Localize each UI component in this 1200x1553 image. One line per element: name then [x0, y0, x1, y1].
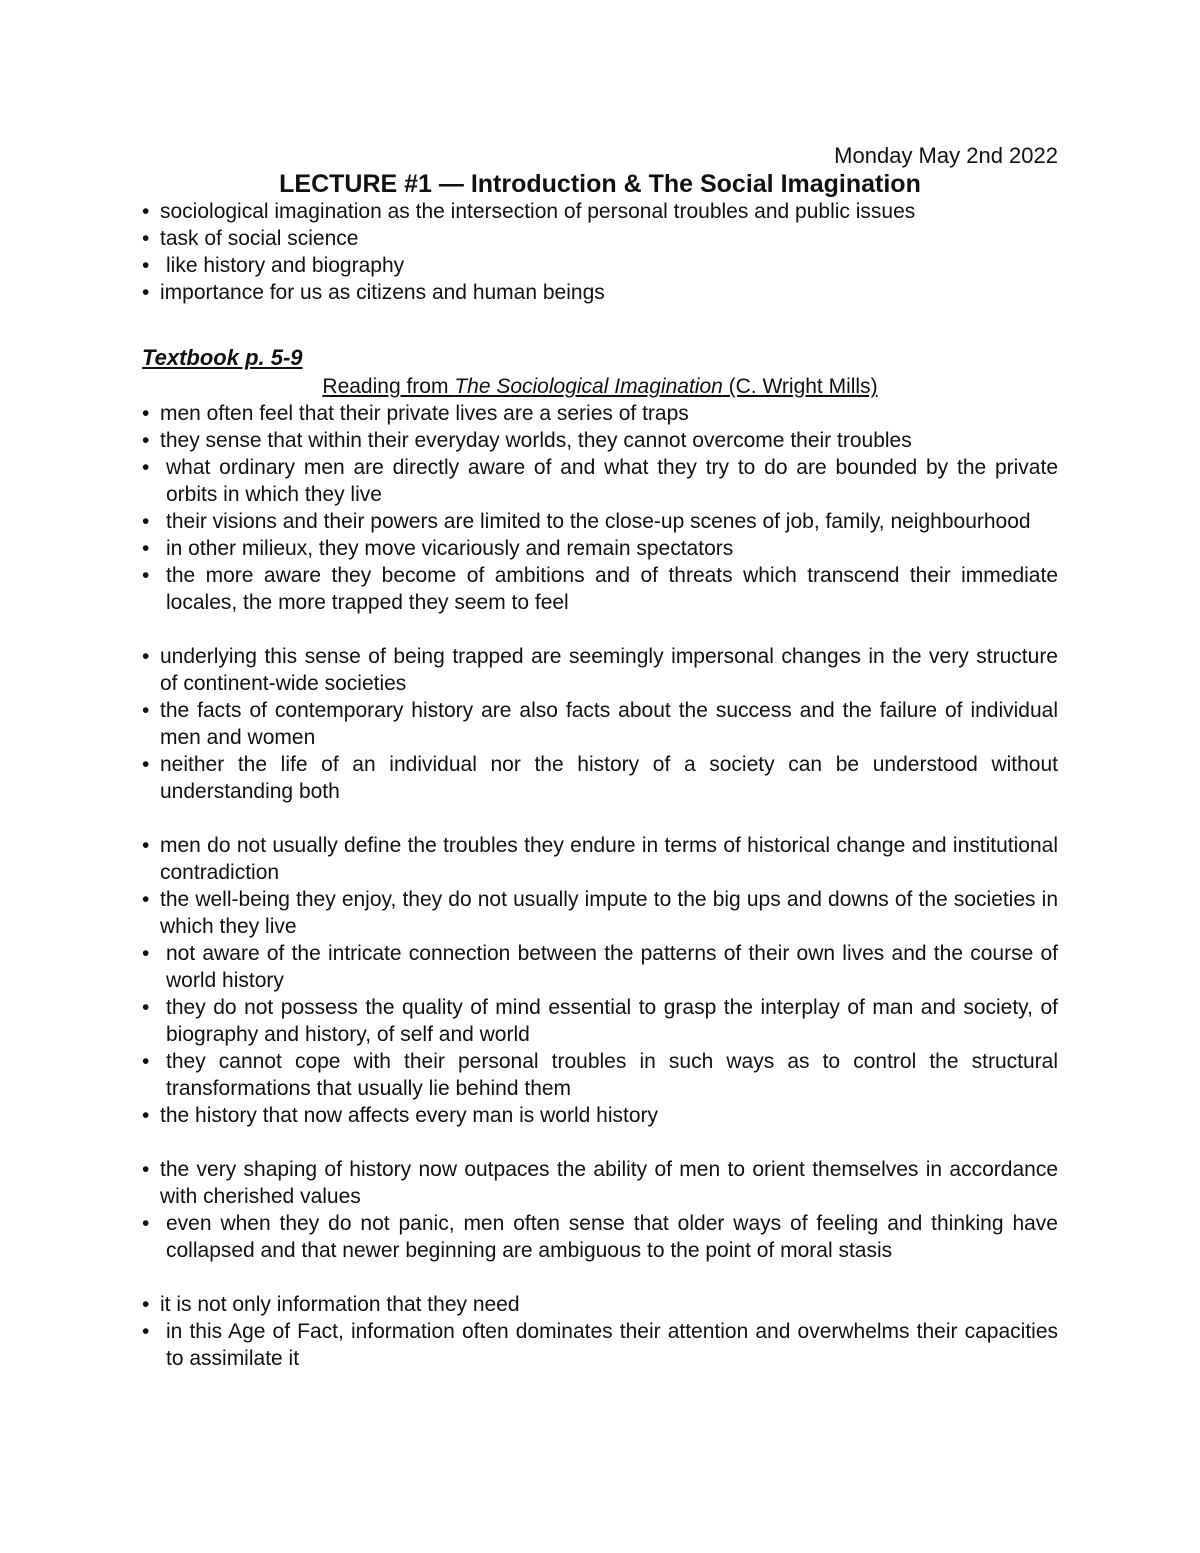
reading-bullets-group-1	[142, 400, 1058, 616]
reading-bullets-group-5	[142, 1291, 1058, 1372]
lecture-title: LECTURE #1 — Introduction & The Social Imagination	[279, 170, 921, 198]
reading-bullets-group-2	[142, 643, 1058, 805]
list-item: • the history that now affects every man is world history	[142, 1102, 1058, 1129]
list-item: • what ordinary men are directly aware of and what they try to do are bounded by the private orbits in which they live	[142, 454, 1058, 508]
document-page	[142, 140, 1058, 1372]
paragraph-gap	[142, 616, 1058, 643]
list-item: • men do not usually define the troubles they endure in terms of historical change and institutional contradiction	[142, 832, 1058, 886]
reading-prefix: Reading from	[322, 375, 455, 398]
list-item: • in other milieux, they move vicariously and remain spectators	[142, 535, 1058, 562]
reading-bullets-group-3	[142, 832, 1058, 1129]
list-item: • not aware of the intricate connection between the patterns of their own lives and the course of world history	[142, 940, 1058, 994]
list-item: • the more aware they become of ambitions and of threats which transcend their immediate locales, the more trapped they seem to feel	[142, 562, 1058, 616]
list-item: • their visions and their powers are limited to the close-up scenes of job, family, neighbourhood	[142, 508, 1058, 535]
list-item: • it is not only information that they need	[142, 1291, 1058, 1318]
list-item: • in this Age of Fact, information often dominates their attention and overwhelms their capacities to assimilate it	[142, 1318, 1058, 1372]
list-item: • even when they do not panic, men often sense that older ways of feeling and thinking have collapsed and that newer beginning are ambiguous to the point of moral stasis	[142, 1210, 1058, 1264]
list-item: • underlying this sense of being trapped are seemingly impersonal changes in the very structure of continent-wide societies	[142, 643, 1058, 697]
reading-bullets-group-4	[142, 1156, 1058, 1264]
list-item: • importance for us as citizens and human beings	[142, 279, 1058, 306]
paragraph-gap	[142, 1264, 1058, 1291]
reading-source	[142, 373, 1058, 400]
lecture-date: Monday May 2nd 2022	[834, 143, 1058, 168]
list-item: • they sense that within their everyday worlds, they cannot overcome their troubles	[142, 427, 1058, 454]
list-item: • neither the life of an individual nor the history of a society can be understood without understanding both	[142, 751, 1058, 805]
list-item: • the facts of contemporary history are also facts about the success and the failure of individual men and women	[142, 697, 1058, 751]
reading-book-title: The Sociological Imagination	[454, 375, 723, 398]
textbook-heading: Textbook p. 5-9	[142, 345, 303, 370]
list-item: • the very shaping of history now outpaces the ability of men to orient themselves in accordance with cherished values	[142, 1156, 1058, 1210]
list-item: • sociological imagination as the intersection of personal troubles and public issues	[142, 198, 1058, 225]
intro-bullet-list	[142, 198, 1058, 306]
list-item: • like history and biography	[142, 252, 1058, 279]
list-item: • the well-being they enjoy, they do not usually impute to the big ups and downs of the societies in which they live	[142, 886, 1058, 940]
list-item: • they do not possess the quality of mind essential to grasp the interplay of man and society, of biography and history, of self and world	[142, 994, 1058, 1048]
list-item: • they cannot cope with their personal troubles in such ways as to control the structural transformations that usually lie behind them	[142, 1048, 1058, 1102]
paragraph-gap	[142, 805, 1058, 832]
reading-author: (C. Wright Mills)	[722, 375, 878, 398]
paragraph-gap	[142, 1129, 1058, 1156]
list-item: • task of social science	[142, 225, 1058, 252]
list-item: • men often feel that their private lives are a series of traps	[142, 400, 1058, 427]
